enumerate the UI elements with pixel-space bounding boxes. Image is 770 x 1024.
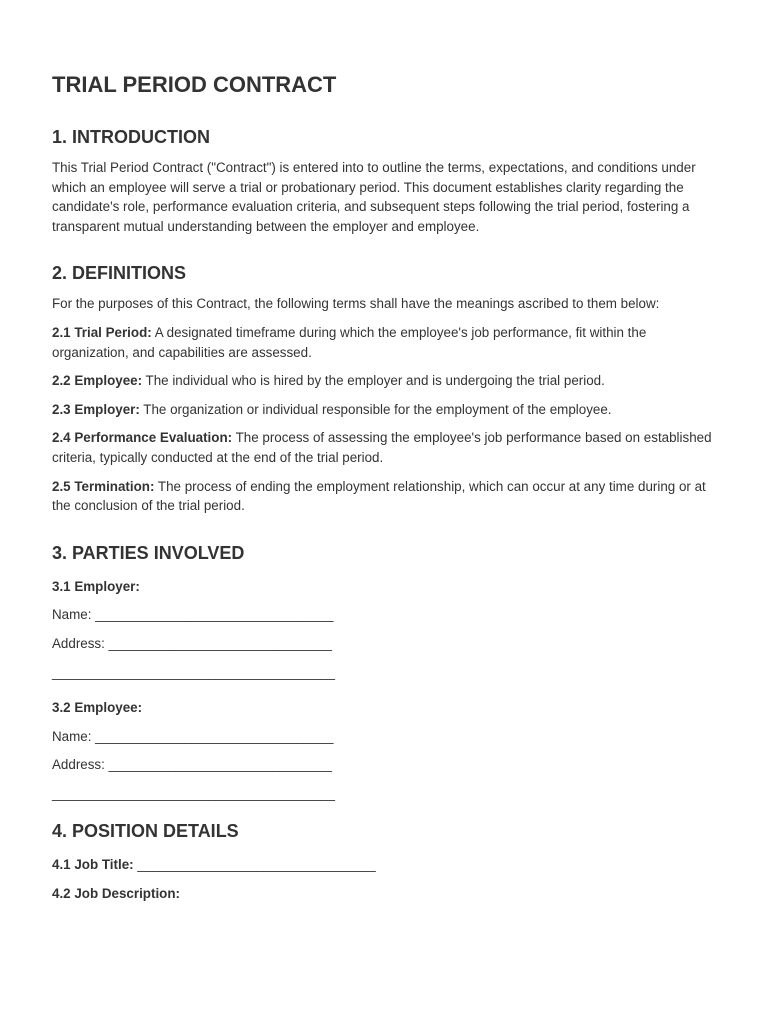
definitions-intro: For the purposes of this Contract, the following terms shall have the meanings ascribed to them below: bbox=[52, 296, 660, 312]
employer-address-line-2[interactable]: ______________________________________ bbox=[52, 664, 335, 680]
definition-item-performance-evaluation bbox=[52, 428, 718, 467]
definition-term: 2.2 Employee: bbox=[52, 373, 143, 389]
employer-address-field[interactable]: Address: ______________________________ bbox=[52, 635, 332, 651]
employee-name-field[interactable]: Name: ________________________________ bbox=[52, 728, 334, 744]
definition-term: 2.3 Employer: bbox=[52, 401, 140, 417]
definition-term: 2.5 Termination: bbox=[52, 478, 155, 494]
job-title-label: 4.1 Job Title: bbox=[52, 857, 134, 873]
section-heading-position: 4. POSITION DETAILS bbox=[52, 821, 239, 842]
employee-address-line-2[interactable]: ______________________________________ bbox=[52, 785, 335, 801]
section-heading-introduction: 1. INTRODUCTION bbox=[52, 127, 211, 147]
definition-item-termination bbox=[52, 477, 718, 516]
section-heading-definitions: 2. DEFINITIONS bbox=[52, 263, 187, 284]
employer-block bbox=[52, 577, 718, 682]
employer-name-field[interactable]: Name: ________________________________ bbox=[52, 607, 334, 623]
definition-term: 2.4 Performance Evaluation: bbox=[52, 430, 233, 446]
definition-text: A designated timeframe during which the employee's job performance, fit within the organization, and capabilities are assessed. bbox=[52, 324, 647, 360]
introduction-paragraph: This Trial Period Contract ("Contract") is entered into to outline the terms, expectations, and conditions under which an employee will serve a trial or probationary period. This document establishes clarity regarding the candidate's role, performance evaluation criteria, and subsequent steps following the trial period, fostering a transparent mutual understanding between the employer and employee. bbox=[52, 160, 696, 234]
employer-heading: 3.1 Employer: bbox=[52, 578, 140, 594]
job-description-label: 4.2 Job Description: bbox=[52, 886, 180, 902]
employee-heading: 3.2 Employee: bbox=[52, 700, 143, 716]
definition-text: The process of assessing the employee's job performance based on established criteria, typically conducted at the end of the trial period. bbox=[52, 430, 712, 465]
definition-text: The process of ending the employment relationship, which can occur at any time during or at the conclusion of the trial period. bbox=[52, 478, 706, 514]
job-title-field[interactable] bbox=[52, 855, 718, 875]
definition-text: The individual who is hired by the employer and is undergoing the trial period. bbox=[142, 373, 605, 389]
section-heading-parties: 3. PARTIES INVOLVED bbox=[52, 542, 245, 563]
document-title: TRIAL PERIOD CONTRACT bbox=[52, 72, 337, 97]
employee-address-field[interactable]: Address: ______________________________ bbox=[52, 757, 332, 773]
definition-item-employee bbox=[52, 371, 718, 391]
definition-term: 2.1 Trial Period: bbox=[52, 324, 152, 340]
definition-text: The organization or individual responsible for the employment of the employee. bbox=[139, 401, 612, 417]
job-title-blank[interactable]: ________________________________ bbox=[133, 857, 376, 873]
employee-block bbox=[52, 698, 718, 803]
definition-item-trial-period bbox=[52, 323, 718, 362]
definition-item-employer bbox=[52, 400, 718, 420]
